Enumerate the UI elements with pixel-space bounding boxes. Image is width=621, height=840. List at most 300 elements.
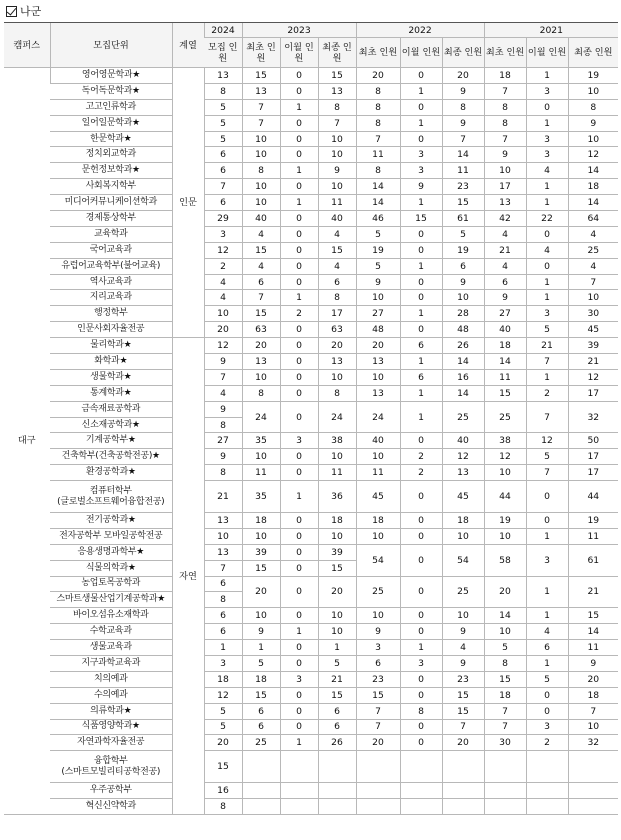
- table-row: [4, 576, 618, 592]
- value-cell: 35: [242, 433, 280, 449]
- value-cell: 10: [356, 290, 400, 306]
- value-cell: 8: [204, 592, 242, 608]
- value-cell: 1: [400, 640, 442, 656]
- dept-cell: 문헌정보학과★: [50, 163, 172, 179]
- value-cell: 11: [318, 195, 356, 211]
- value-cell: 10: [484, 163, 526, 179]
- value-cell: 12: [484, 449, 526, 465]
- value-cell: 0: [280, 655, 318, 671]
- value-cell: 9: [318, 163, 356, 179]
- value-cell: 63: [242, 322, 280, 338]
- subheader-2023-final: 최종 인원: [318, 38, 356, 68]
- dept-cell: 수의예과: [50, 687, 172, 703]
- value-cell: 6: [400, 338, 442, 354]
- value-cell: 12: [568, 147, 618, 163]
- value-cell: 0: [280, 576, 318, 608]
- value-cell: 12: [568, 369, 618, 385]
- value-cell: 0: [280, 147, 318, 163]
- value-cell: 8: [242, 163, 280, 179]
- table-row: [4, 799, 618, 815]
- value-cell: 1: [242, 640, 280, 656]
- header-year-2024: 2024: [204, 23, 242, 38]
- dept-cell: 역사교육과: [50, 274, 172, 290]
- dept-cell: 교육학과: [50, 226, 172, 242]
- empty-cell: [442, 799, 484, 815]
- empty-cell: [242, 783, 280, 799]
- value-cell: 7: [568, 703, 618, 719]
- value-cell: 32: [568, 401, 618, 433]
- value-cell: 7: [484, 131, 526, 147]
- value-cell: 1: [400, 258, 442, 274]
- value-cell: 13: [204, 544, 242, 560]
- value-cell: 15: [318, 560, 356, 576]
- value-cell: 4: [526, 242, 568, 258]
- value-cell: 7: [242, 115, 280, 131]
- table-row: [4, 274, 618, 290]
- value-cell: 10: [356, 608, 400, 624]
- value-cell: 1: [280, 735, 318, 751]
- dept-cell: 식물의학과★: [50, 560, 172, 576]
- dept-cell: 치의예과: [50, 671, 172, 687]
- value-cell: 7: [318, 115, 356, 131]
- section-header: [0, 0, 621, 22]
- dept-cell: 일어일문학과★: [50, 115, 172, 131]
- value-cell: 20: [204, 322, 242, 338]
- empty-cell: [280, 783, 318, 799]
- value-cell: 10: [318, 369, 356, 385]
- value-cell: 2: [526, 735, 568, 751]
- value-cell: 0: [400, 131, 442, 147]
- value-cell: 6: [318, 274, 356, 290]
- value-cell: 11: [356, 465, 400, 481]
- value-cell: 4: [568, 258, 618, 274]
- subheader-2024-recruit: 모집 인원: [204, 38, 242, 68]
- value-cell: 0: [280, 322, 318, 338]
- value-cell: 46: [356, 211, 400, 227]
- dept-cell: [50, 751, 172, 783]
- table-row: [4, 481, 618, 513]
- value-cell: 10: [484, 465, 526, 481]
- value-cell: 15: [484, 385, 526, 401]
- value-cell: 6: [204, 608, 242, 624]
- header-year-2023: 2023: [242, 23, 356, 38]
- value-cell: 15: [318, 242, 356, 258]
- dept-cell: 경제통상학부: [50, 211, 172, 227]
- value-cell: 15: [242, 242, 280, 258]
- value-cell: 4: [484, 258, 526, 274]
- value-cell: 3: [400, 147, 442, 163]
- value-cell: 1: [526, 576, 568, 608]
- value-cell: 25: [568, 242, 618, 258]
- dept-cell: 전기공학과★: [50, 512, 172, 528]
- value-cell: 0: [400, 528, 442, 544]
- value-cell: 14: [568, 195, 618, 211]
- table-row: [4, 115, 618, 131]
- empty-cell: [280, 751, 318, 783]
- value-cell: 10: [568, 719, 618, 735]
- empty-cell: [442, 783, 484, 799]
- value-cell: 9: [204, 354, 242, 370]
- table-row: [4, 528, 618, 544]
- value-cell: 15: [242, 560, 280, 576]
- dept-cell: 화학과★: [50, 354, 172, 370]
- value-cell: 10: [318, 528, 356, 544]
- value-cell: 8: [442, 99, 484, 115]
- value-cell: 20: [356, 68, 400, 84]
- value-cell: 10: [356, 449, 400, 465]
- value-cell: 5: [526, 449, 568, 465]
- table-row: [4, 433, 618, 449]
- value-cell: 0: [280, 560, 318, 576]
- value-cell: 5: [484, 640, 526, 656]
- value-cell: 4: [204, 290, 242, 306]
- value-cell: 2: [400, 449, 442, 465]
- value-cell: 9: [484, 290, 526, 306]
- value-cell: 40: [318, 211, 356, 227]
- value-cell: 14: [484, 354, 526, 370]
- empty-cell: [484, 783, 526, 799]
- value-cell: 39: [568, 338, 618, 354]
- value-cell: 10: [204, 306, 242, 322]
- empty-cell: [484, 751, 526, 783]
- value-cell: 8: [356, 83, 400, 99]
- dept-cell: 신소재공학과★: [50, 417, 172, 433]
- value-cell: 14: [568, 163, 618, 179]
- dept-name: 컴퓨터학부: [89, 485, 132, 496]
- value-cell: 8: [318, 385, 356, 401]
- dept-cell: 혁신신약학과: [50, 799, 172, 815]
- value-cell: 7: [356, 703, 400, 719]
- value-cell: 8: [242, 385, 280, 401]
- dept-cell: 인문사회자율전공: [50, 322, 172, 338]
- value-cell: 6: [204, 195, 242, 211]
- value-cell: 11: [484, 369, 526, 385]
- table-row: [4, 671, 618, 687]
- table-row: [4, 735, 618, 751]
- value-cell: 5: [204, 99, 242, 115]
- value-cell: 1: [400, 195, 442, 211]
- value-cell: 13: [318, 354, 356, 370]
- value-cell: 20: [484, 576, 526, 608]
- value-cell: 64: [568, 211, 618, 227]
- value-cell: 0: [400, 624, 442, 640]
- value-cell: 0: [400, 68, 442, 84]
- value-cell: 10: [242, 449, 280, 465]
- value-cell: 9: [442, 655, 484, 671]
- value-cell: 15: [442, 703, 484, 719]
- value-cell: 21: [318, 671, 356, 687]
- value-cell: 0: [400, 290, 442, 306]
- dept-cell: 환경공학과★: [50, 465, 172, 481]
- value-cell: 38: [484, 433, 526, 449]
- empty-cell: [526, 799, 568, 815]
- empty-cell: [400, 751, 442, 783]
- table-row: [4, 655, 618, 671]
- value-cell: 0: [400, 544, 442, 576]
- value-cell: 0: [280, 274, 318, 290]
- value-cell: 13: [484, 195, 526, 211]
- value-cell: 19: [356, 242, 400, 258]
- value-cell: 27: [356, 306, 400, 322]
- value-cell: 0: [526, 258, 568, 274]
- value-cell: 18: [568, 687, 618, 703]
- value-cell: 8: [204, 83, 242, 99]
- empty-cell: [318, 751, 356, 783]
- value-cell: 12: [204, 242, 242, 258]
- value-cell: 24: [356, 401, 400, 433]
- value-cell: 23: [442, 179, 484, 195]
- dept-cell: 유럽어교육학부(불어교육): [50, 258, 172, 274]
- dept-cell: 우주공학부: [50, 783, 172, 799]
- table-row: [4, 783, 618, 799]
- value-cell: 30: [568, 306, 618, 322]
- value-cell: 0: [526, 687, 568, 703]
- value-cell: 15: [318, 687, 356, 703]
- dept-cell: 기계공학부★: [50, 433, 172, 449]
- header-track: 계열: [172, 23, 204, 68]
- value-cell: 0: [280, 131, 318, 147]
- value-cell: 13: [356, 385, 400, 401]
- value-cell: 10: [442, 528, 484, 544]
- value-cell: 15: [356, 687, 400, 703]
- dept-cell: [50, 481, 172, 513]
- subheader-2023-initial: 최초 인원: [242, 38, 280, 68]
- value-cell: 6: [204, 147, 242, 163]
- value-cell: 2: [400, 465, 442, 481]
- value-cell: 0: [280, 401, 318, 433]
- value-cell: 0: [280, 242, 318, 258]
- track-cell: 자연: [172, 338, 204, 815]
- value-cell: 3: [280, 433, 318, 449]
- table-row: [4, 640, 618, 656]
- value-cell: 40: [442, 433, 484, 449]
- value-cell: 4: [318, 226, 356, 242]
- value-cell: 12: [526, 433, 568, 449]
- value-cell: 40: [484, 322, 526, 338]
- value-cell: 7: [442, 131, 484, 147]
- value-cell: 10: [568, 131, 618, 147]
- value-cell: 0: [280, 354, 318, 370]
- value-cell: 21: [568, 576, 618, 608]
- value-cell: 6: [318, 703, 356, 719]
- value-cell: 48: [356, 322, 400, 338]
- subheader-2021-carry: 이월 인원: [526, 38, 568, 68]
- value-cell: 4: [526, 624, 568, 640]
- empty-cell: [242, 799, 280, 815]
- empty-cell: [318, 799, 356, 815]
- value-cell: 24: [318, 401, 356, 433]
- table-row: [4, 242, 618, 258]
- value-cell: 1: [526, 369, 568, 385]
- value-cell: 7: [242, 99, 280, 115]
- value-cell: 1: [280, 99, 318, 115]
- empty-cell: [442, 751, 484, 783]
- value-cell: 1: [204, 640, 242, 656]
- campus-cell: 대구: [4, 68, 50, 815]
- value-cell: 11: [242, 465, 280, 481]
- value-cell: 0: [280, 544, 318, 560]
- value-cell: 11: [318, 465, 356, 481]
- value-cell: 20: [318, 338, 356, 354]
- value-cell: 14: [568, 624, 618, 640]
- empty-cell: [400, 783, 442, 799]
- value-cell: 6: [242, 274, 280, 290]
- value-cell: 9: [242, 624, 280, 640]
- value-cell: 0: [280, 449, 318, 465]
- empty-cell: [242, 751, 280, 783]
- value-cell: 1: [526, 655, 568, 671]
- value-cell: 1: [400, 306, 442, 322]
- section-label: 나군: [20, 5, 42, 18]
- value-cell: 10: [442, 290, 484, 306]
- value-cell: 10: [484, 624, 526, 640]
- table-row: [4, 147, 618, 163]
- value-cell: 7: [526, 465, 568, 481]
- value-cell: 0: [400, 226, 442, 242]
- dept-cell: 독어독문학과★: [50, 83, 172, 99]
- value-cell: 6: [204, 163, 242, 179]
- value-cell: 5: [526, 322, 568, 338]
- value-cell: 42: [484, 211, 526, 227]
- value-cell: 36: [318, 481, 356, 513]
- value-cell: 5: [526, 671, 568, 687]
- empty-cell: [318, 783, 356, 799]
- dept-cell: 물리학과★: [50, 338, 172, 354]
- table-row: [4, 512, 618, 528]
- dept-name-detail: (스마트모빌리티공학전공): [61, 766, 161, 777]
- table-row: [4, 719, 618, 735]
- value-cell: 0: [280, 115, 318, 131]
- value-cell: 20: [356, 338, 400, 354]
- dept-cell: 생물학과★: [50, 369, 172, 385]
- value-cell: 20: [204, 735, 242, 751]
- value-cell: 1: [280, 290, 318, 306]
- value-cell: 20: [242, 576, 280, 608]
- value-cell: 5: [204, 115, 242, 131]
- dept-cell: 바이오섬유소재학과: [50, 608, 172, 624]
- value-cell: 0: [400, 481, 442, 513]
- value-cell: 0: [280, 226, 318, 242]
- table-row: [4, 99, 618, 115]
- value-cell: 10: [242, 528, 280, 544]
- value-cell: 45: [442, 481, 484, 513]
- value-cell: 14: [356, 195, 400, 211]
- value-cell: 26: [442, 338, 484, 354]
- subheader-2023-carry: 이월 인원: [280, 38, 318, 68]
- value-cell: 5: [204, 719, 242, 735]
- value-cell: 0: [526, 481, 568, 513]
- value-cell: 21: [484, 242, 526, 258]
- table-row: [4, 211, 618, 227]
- value-cell: 11: [568, 640, 618, 656]
- value-cell: 18: [204, 671, 242, 687]
- dept-cell: 행정학부: [50, 306, 172, 322]
- value-cell: 8: [484, 115, 526, 131]
- value-cell: 22: [526, 211, 568, 227]
- value-cell: 15: [400, 211, 442, 227]
- value-cell: 13: [242, 354, 280, 370]
- value-cell: 9: [204, 449, 242, 465]
- value-cell: 9: [356, 274, 400, 290]
- dept-cell: 전자공학부 모바일공학전공: [50, 528, 172, 544]
- value-cell: 9: [442, 274, 484, 290]
- value-cell: 7: [204, 369, 242, 385]
- dept-cell: 영어영문학과★: [50, 68, 172, 84]
- value-cell: 7: [204, 560, 242, 576]
- value-cell: 2: [204, 258, 242, 274]
- dept-cell: 식품영양학과★: [50, 719, 172, 735]
- value-cell: 25: [356, 576, 400, 608]
- value-cell: 6: [526, 640, 568, 656]
- value-cell: 0: [526, 226, 568, 242]
- value-cell: 0: [280, 465, 318, 481]
- value-cell: 0: [400, 608, 442, 624]
- value-cell: 6: [242, 719, 280, 735]
- value-cell: 10: [242, 195, 280, 211]
- subheader-2021-initial: 최초 인원: [484, 38, 526, 68]
- value-cell: 44: [484, 481, 526, 513]
- value-cell: 23: [442, 671, 484, 687]
- value-cell: 0: [280, 179, 318, 195]
- value-cell: 25: [442, 401, 484, 433]
- value-cell: 13: [242, 83, 280, 99]
- value-cell: 13: [442, 465, 484, 481]
- value-cell: 10: [568, 290, 618, 306]
- value-cell: 3: [526, 83, 568, 99]
- value-cell: 18: [484, 68, 526, 84]
- value-cell: 21: [526, 338, 568, 354]
- value-cell: 20: [568, 671, 618, 687]
- value-cell: 9: [204, 401, 242, 417]
- value-cell: 0: [526, 512, 568, 528]
- value-cell: 10: [242, 147, 280, 163]
- value-cell: 18: [484, 338, 526, 354]
- value-cell: 0: [280, 338, 318, 354]
- value-cell: 54: [442, 544, 484, 576]
- value-cell: 20: [318, 576, 356, 608]
- table-row: [4, 385, 618, 401]
- table-row: [4, 179, 618, 195]
- value-cell: 10: [242, 608, 280, 624]
- value-cell: 8: [318, 99, 356, 115]
- table-row: [4, 306, 618, 322]
- value-cell: 8: [356, 115, 400, 131]
- empty-cell: [568, 783, 618, 799]
- table-row: [4, 226, 618, 242]
- value-cell: 5: [356, 226, 400, 242]
- dept-cell: 정치외교학과: [50, 147, 172, 163]
- value-cell: 15: [568, 608, 618, 624]
- track-cell: 인문: [172, 68, 204, 338]
- table-row: [4, 449, 618, 465]
- table-row: [4, 338, 618, 354]
- value-cell: 9: [568, 655, 618, 671]
- value-cell: 28: [442, 306, 484, 322]
- table-row: [4, 687, 618, 703]
- value-cell: 19: [484, 512, 526, 528]
- header-unit: 모집단위: [50, 23, 172, 68]
- empty-cell: [400, 799, 442, 815]
- value-cell: 18: [568, 179, 618, 195]
- value-cell: 6: [442, 258, 484, 274]
- value-cell: 7: [442, 719, 484, 735]
- value-cell: 3: [204, 226, 242, 242]
- value-cell: 35: [242, 481, 280, 513]
- value-cell: 3: [400, 655, 442, 671]
- value-cell: 63: [318, 322, 356, 338]
- value-cell: 23: [356, 671, 400, 687]
- value-cell: 19: [568, 68, 618, 84]
